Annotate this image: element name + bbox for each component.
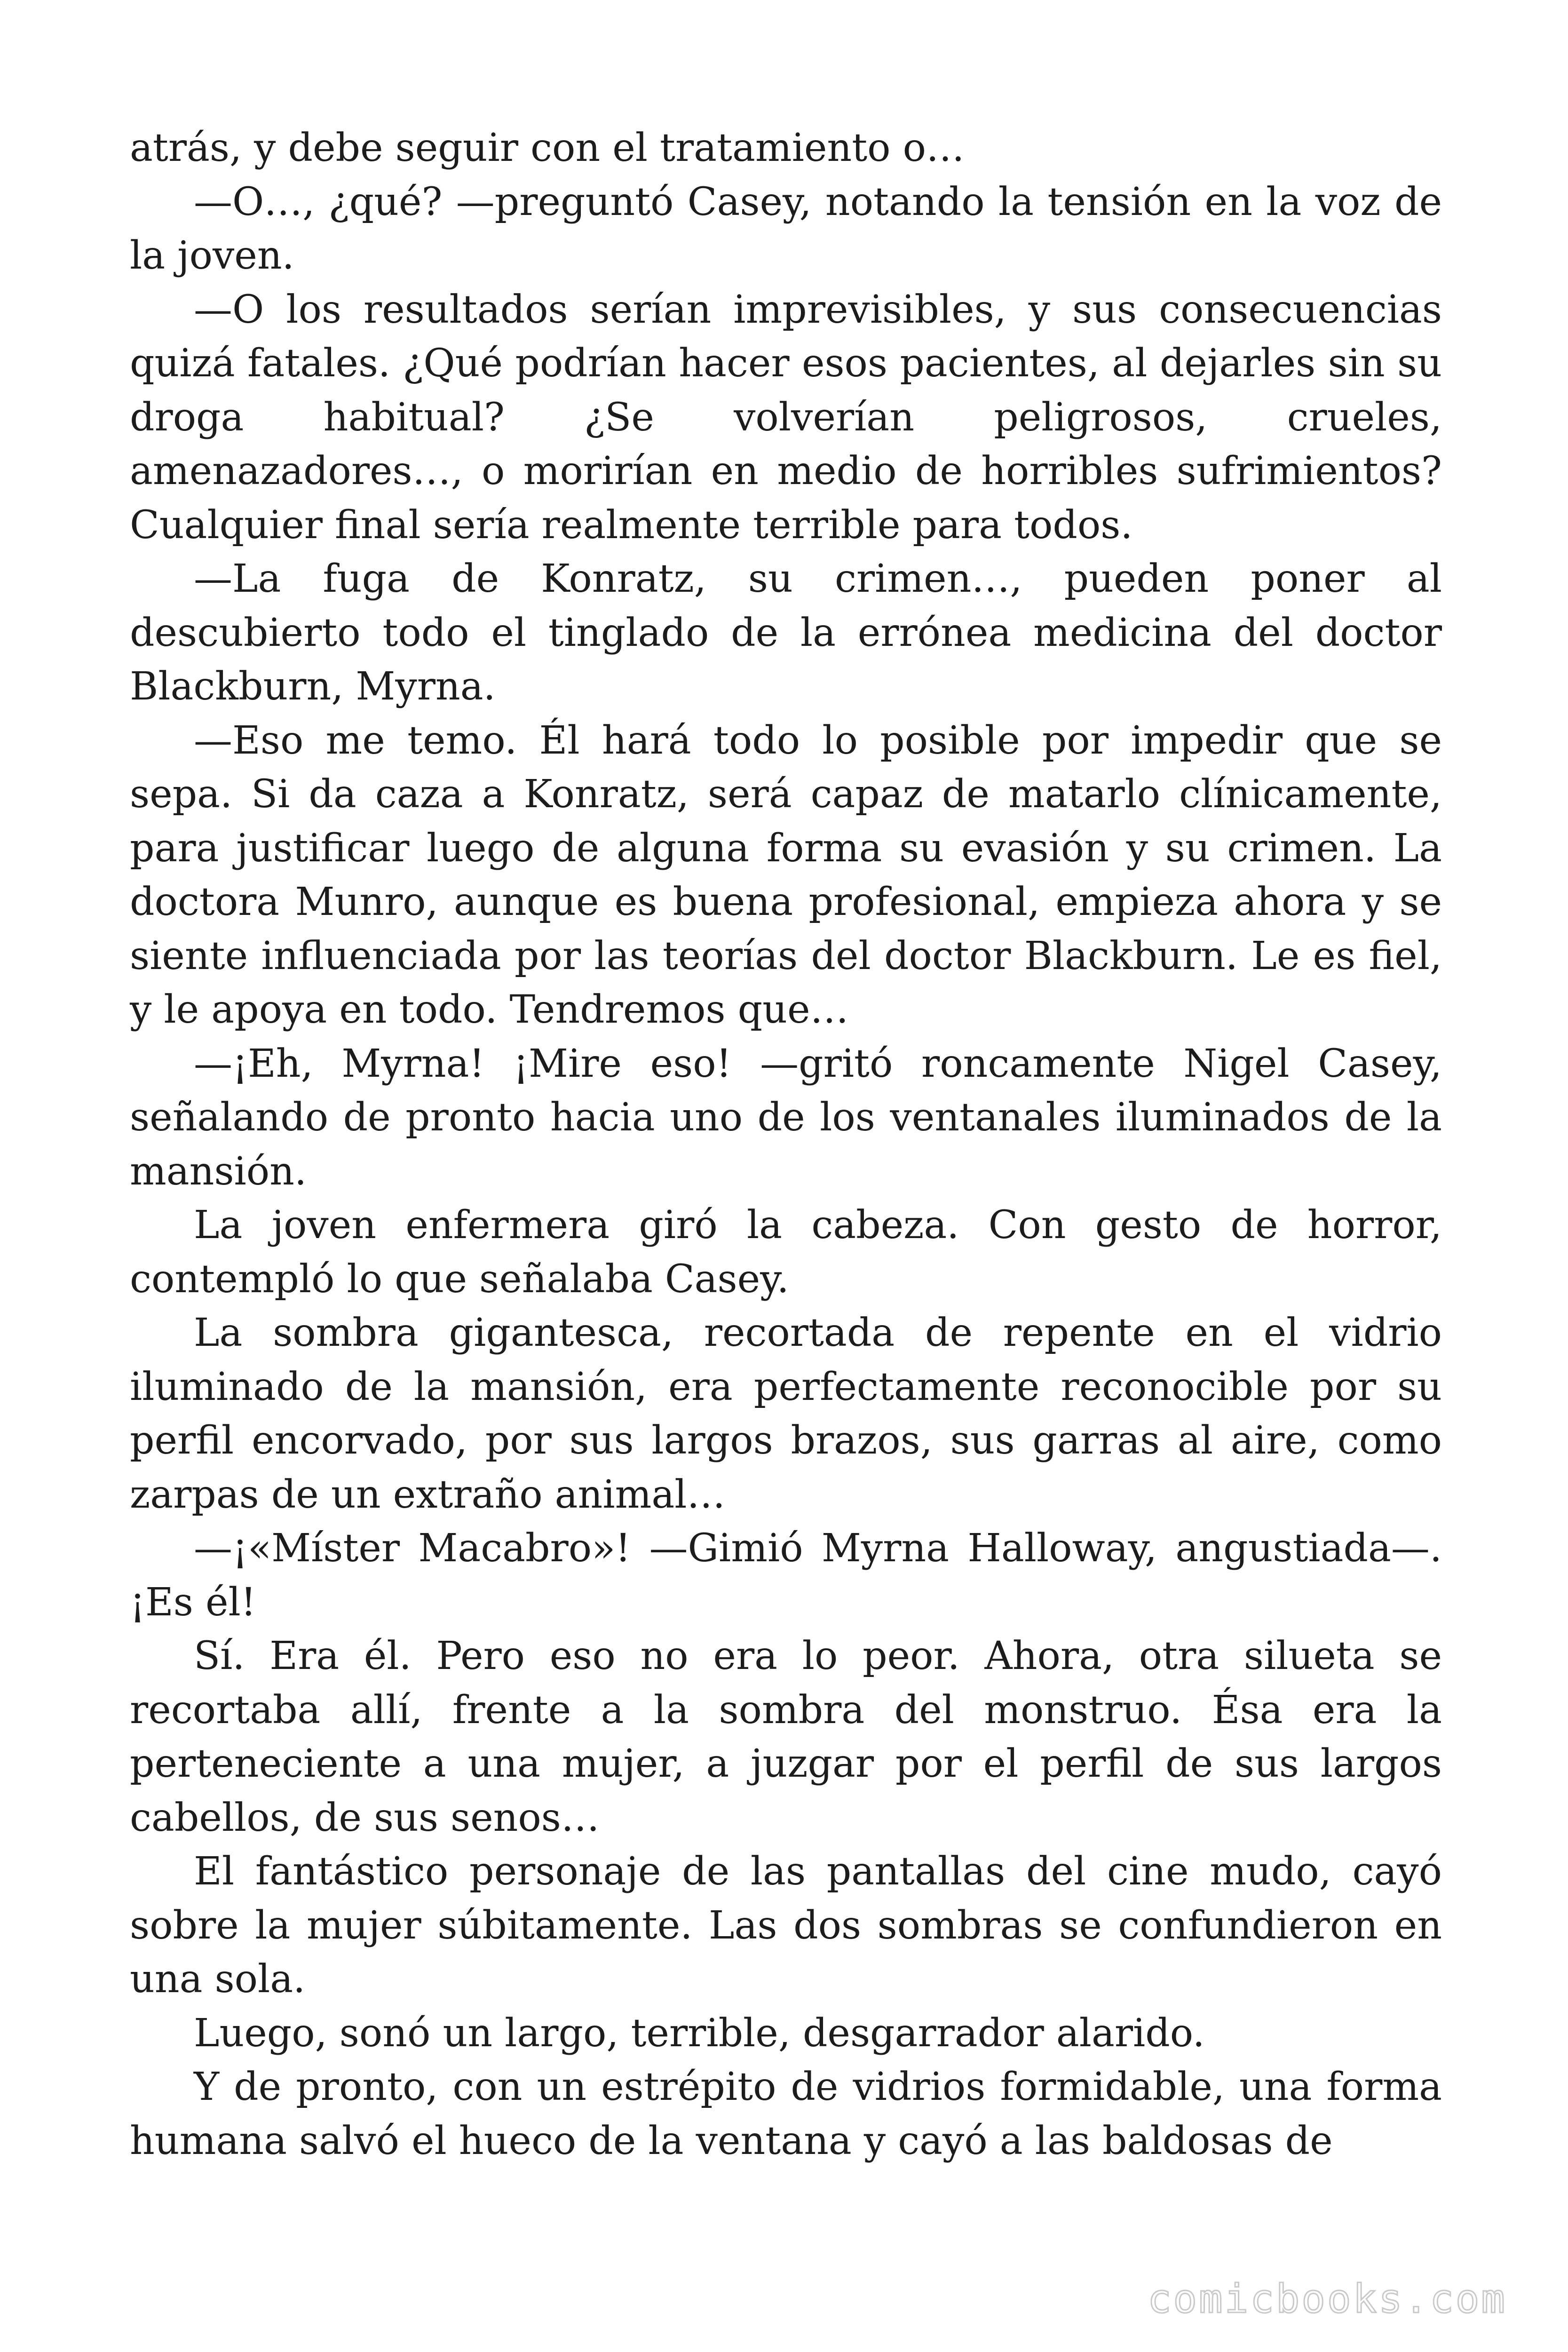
paragraph-4: —La fuga de Konratz, su crimen…, pueden poner al descubierto todo el tinglado de la errónea medicina del doctor Blackburn, Myrna. <box>130 556 1442 709</box>
paragraph-6: —¡Eh, Myrna! ¡Mire eso! —gritó roncamente Nigel Casey, señalando de pronto hacia uno de los ventanales iluminados de la mansión. <box>130 1041 1442 1194</box>
paragraph-3: —O los resultados serían imprevisibles, y sus consecuencias quizá fatales. ¿Qué podrían hacer esos pacientes, al dejarles sin su droga habitual? ¿Se volverían peligrosos, crueles, amenazadores…, o morirían en medio de horribles sufrimientos? Cualquier final sería realmente terrible para todos. <box>130 287 1442 548</box>
paragraph-10: Sí. Era él. Pero eso no era lo peor. Ahora, otra silueta se recortaba allí, frente a la sombra del monstruo. Ésa era la perteneciente a una mujer, a juzgar por el perfil de sus largos cabellos, de sus senos… <box>130 1634 1442 1840</box>
paragraph-1: atrás, y debe seguir con el tratamiento o… <box>130 126 965 170</box>
paragraph-7: La joven enfermera giró la cabeza. Con gesto de horror, contempló lo que señalaba Casey. <box>130 1203 1442 1302</box>
watermark: comicbooks.com <box>1147 2276 1507 2322</box>
paragraph-9: —¡«Míster Macabro»! —Gimió Myrna Halloway, angustiada—. ¡Es él! <box>130 1526 1442 1625</box>
paragraph-8: La sombra gigantesca, recortada de repente en el vidrio iluminado de la mansión, era perfectamente reconocible por su perfil encorvado, por sus largos brazos, sus garras al aire, como zarpas de un extraño animal… <box>130 1311 1442 1517</box>
paragraph-5: —Eso me temo. Él hará todo lo posible por impedir que se sepa. Si da caza a Konratz, será capaz de matarlo clínicamente, para justificar luego de alguna forma su evasión y su crimen. La doctora Munro, aunque es buena profesional, empieza ahora y se siente influenciada por las teorías del doctor Blackburn. Le es fiel, y le apoya en todo. Tendremos que… <box>130 718 1442 1032</box>
page-body-text <box>130 121 1442 2168</box>
paragraph-2: —O…, ¿qué? —preguntó Casey, notando la tensión en la voz de la joven. <box>130 179 1442 278</box>
paragraph-12: Luego, sonó un largo, terrible, desgarrador alarido. <box>194 2010 1205 2056</box>
paragraph-13: Y de pronto, con un estrépito de vidrios formidable, una forma humana salvó el hueco de la ventana y cayó a las baldosas de <box>130 2065 1442 2163</box>
paragraph-11: El fantástico personaje de las pantallas del cine mudo, cayó sobre la mujer súbitamente. Las dos sombras se confundieron en una sola. <box>130 1849 1442 2002</box>
